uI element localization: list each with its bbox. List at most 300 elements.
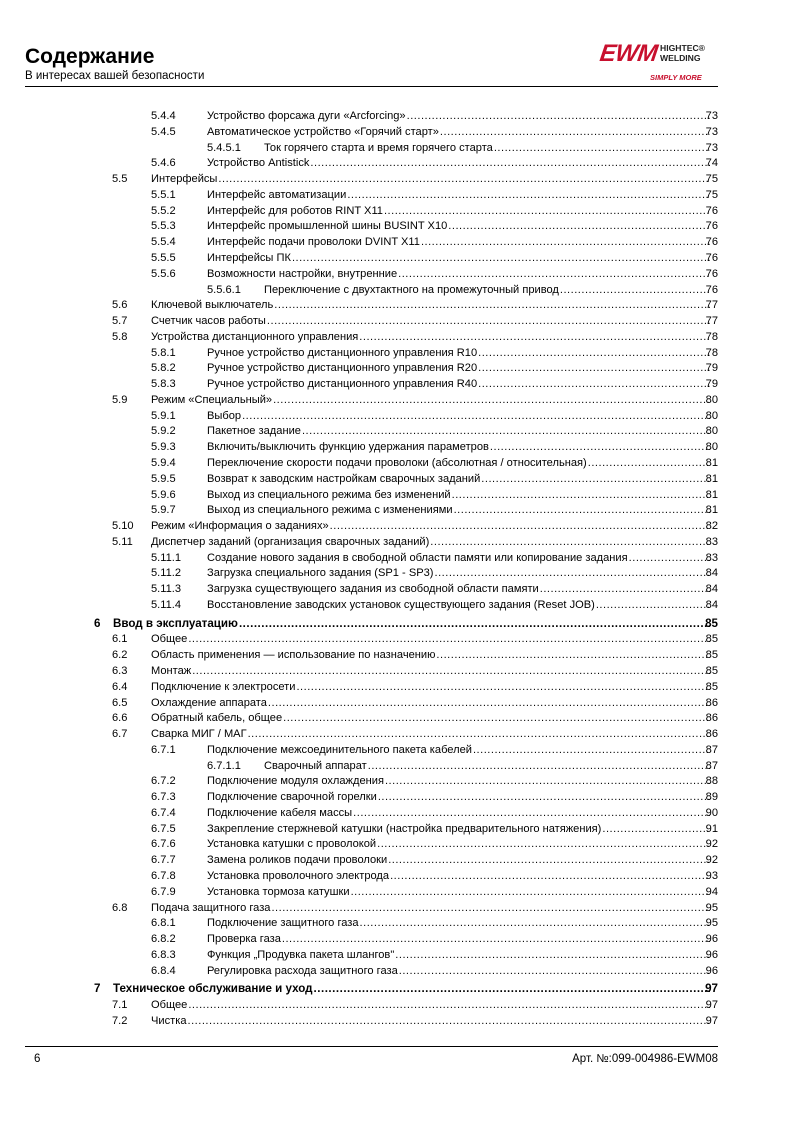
toc-dot-leader <box>360 915 710 931</box>
toc-entry-title[interactable]: Подключение сварочной горелки <box>207 791 377 804</box>
toc-entry-number: 6.2 <box>112 649 128 662</box>
toc-entry-leader <box>151 631 711 647</box>
toc-dot-leader <box>478 345 710 361</box>
toc-dot-leader <box>248 726 710 742</box>
toc-entry[interactable] <box>0 821 793 837</box>
toc-entry-title[interactable]: Обратный кабель, общее <box>151 712 283 725</box>
toc-entry-number: 6.7.5 <box>151 822 176 835</box>
toc-entry-title[interactable]: Интерфейс промышленной шины BUSINT X10 <box>207 220 448 233</box>
toc-entry-page[interactable]: 76 <box>705 204 718 217</box>
toc-dot-leader <box>435 565 711 581</box>
toc-entry[interactable] <box>0 726 793 742</box>
toc-entry-leader <box>207 821 711 837</box>
toc-entry[interactable] <box>0 124 793 140</box>
toc-entry-title[interactable]: Восстановление заводских установок существующего задания (Reset JOB) <box>207 598 595 611</box>
toc-entry-page[interactable]: 73 <box>705 141 718 154</box>
toc-entry-leader <box>207 108 711 124</box>
toc-entry-leader <box>151 297 711 313</box>
toc-entry-page[interactable]: 73 <box>705 110 718 122</box>
toc-entry-title[interactable]: Установка тормоза катушки <box>207 885 350 898</box>
toc-dot-leader <box>395 947 710 963</box>
toc-entry-title[interactable]: Общее <box>151 999 188 1012</box>
toc-entry[interactable] <box>0 852 793 868</box>
toc-entry-title[interactable]: Интерфейс подачи проволоки DVINT X11 <box>207 236 420 249</box>
toc-entry-title[interactable]: Создание нового задания в свободной области памяти или копирование задания <box>207 551 628 564</box>
toc-entry-number: 6.7.9 <box>151 885 176 898</box>
toc-entry-leader <box>207 742 711 758</box>
footer-divider <box>25 1046 718 1047</box>
toc-dot-leader <box>385 773 710 789</box>
toc-entry-page[interactable]: 76 <box>705 220 718 233</box>
toc-entry-number: 5.9.7 <box>151 504 176 517</box>
toc-entry-title[interactable]: Загрузка существующего задания из свободной области памяти <box>207 583 539 596</box>
toc-entry-number: 5.9.4 <box>151 456 176 469</box>
toc-entry[interactable] <box>0 140 793 156</box>
toc-entry[interactable] <box>0 187 793 203</box>
toc-entry[interactable] <box>0 487 793 503</box>
toc-entry-leader <box>151 329 711 345</box>
toc-dot-leader <box>388 852 710 868</box>
toc-entry-number: 5.7 <box>112 315 128 327</box>
toc-entry[interactable] <box>0 581 793 597</box>
toc-entry[interactable] <box>0 565 793 581</box>
toc-entry-number: 6.7 <box>112 728 128 740</box>
toc-entry-leader <box>207 250 711 266</box>
toc-entry[interactable] <box>0 455 793 471</box>
toc-dot-leader <box>384 203 710 219</box>
toc-entry-page[interactable]: 79 <box>705 362 718 375</box>
toc-dot-leader <box>310 155 710 171</box>
toc-entry-title[interactable]: Устройства дистанционного управления <box>151 330 359 343</box>
toc-entry-number: 5.4.6 <box>151 157 176 170</box>
toc-dot-leader <box>296 679 710 695</box>
toc-dot-leader <box>283 710 710 726</box>
toc-entry-leader <box>151 392 711 408</box>
toc-entry-number: 5.4.4 <box>151 110 176 122</box>
toc-dot-leader <box>359 329 710 345</box>
toc-dot-leader <box>267 313 710 329</box>
toc-entry[interactable] <box>0 297 793 313</box>
toc-entry-page[interactable]: 93 <box>705 870 718 882</box>
toc-dot-leader <box>448 218 710 234</box>
toc-entry-number: 5.8.3 <box>151 378 176 391</box>
toc-entry-title[interactable]: Подключение к электросети <box>151 680 296 693</box>
toc-dot-leader <box>481 471 710 487</box>
toc-entry[interactable] <box>0 108 793 124</box>
toc-entry-title[interactable]: Монтаж <box>151 664 192 677</box>
toc-entry-title[interactable]: Переключение скорости подачи проволоки (абсолютная / относительная) <box>207 456 587 469</box>
toc-entry-number: 5.5.1 <box>151 188 176 201</box>
toc-entry-number: 5.11 <box>112 535 133 548</box>
toc-entry-page[interactable]: 97 <box>705 999 718 1012</box>
header-divider <box>25 86 718 87</box>
toc-entry-leader <box>264 140 711 156</box>
toc-entry-number: 6.7.1 <box>151 743 176 756</box>
toc-entry-leader <box>151 710 711 726</box>
toc-entry-number: 5.5.4 <box>151 236 176 249</box>
toc-entry[interactable] <box>0 266 793 282</box>
toc-entry-page[interactable]: 81 <box>705 472 718 485</box>
toc-entry-title[interactable]: Выход из специального режима с изменениями <box>207 504 453 517</box>
toc-dot-leader <box>188 631 710 647</box>
toc-entry-number: 6.5 <box>112 696 128 709</box>
toc-entry-page[interactable]: 83 <box>705 535 718 548</box>
toc-entry-page[interactable]: 75 <box>705 173 718 186</box>
toc-entry-page[interactable]: 80 <box>705 393 718 406</box>
toc-entry-title[interactable]: Интерфейсы <box>151 173 218 186</box>
toc-dot-leader <box>436 647 710 663</box>
toc-entry-title[interactable]: Сварка МИГ / МАГ <box>151 728 247 740</box>
toc-entry[interactable] <box>0 282 793 298</box>
toc-entry-leader <box>207 376 711 392</box>
toc-dot-leader <box>347 187 710 203</box>
toc-entry-number: 5.9.3 <box>151 441 176 454</box>
toc-entry[interactable] <box>0 345 793 361</box>
toc-entry[interactable] <box>0 423 793 439</box>
toc-entry-title[interactable]: Загрузка специального задания (SP1 - SP3) <box>207 567 434 580</box>
toc-entry[interactable] <box>0 329 793 345</box>
toc-entry[interactable] <box>0 616 793 632</box>
toc-dot-leader <box>454 502 710 518</box>
toc-entry-leader <box>207 773 711 789</box>
toc-dot-leader <box>629 550 710 566</box>
toc-dot-leader <box>478 376 710 392</box>
toc-entry[interactable] <box>0 597 793 613</box>
toc-entry-title[interactable]: Техническое обслуживание и уход <box>113 982 313 996</box>
toc-entry-number: 5.5.5 <box>151 251 176 264</box>
toc-entry-page[interactable]: 78 <box>705 346 718 359</box>
toc-entry[interactable] <box>0 1013 793 1029</box>
toc-entry-page[interactable]: 81 <box>705 488 718 501</box>
toc-entry-leader <box>151 518 711 534</box>
toc-entry-title[interactable]: Интерфейс для роботов RINT X11 <box>207 204 383 217</box>
toc-entry-page[interactable]: 76 <box>705 283 718 296</box>
toc-dot-leader <box>274 297 710 313</box>
toc-entry-page[interactable]: 85 <box>705 680 718 693</box>
toc-entry[interactable] <box>0 171 793 187</box>
toc-entry[interactable] <box>0 789 793 805</box>
toc-entry-number: 5.9.2 <box>151 425 176 438</box>
toc-dot-leader <box>271 900 710 916</box>
toc-entry-title[interactable]: Подключение защитного газа <box>207 917 359 930</box>
toc-entry-leader <box>207 550 711 566</box>
toc-entry-page[interactable]: 77 <box>705 299 718 312</box>
toc-entry-title[interactable]: Возврат к заводским настройкам сварочных заданий <box>207 472 481 485</box>
toc-entry-leader <box>151 647 711 663</box>
toc-entry-page[interactable]: 73 <box>705 125 718 138</box>
toc-entry-page[interactable]: 96 <box>705 948 718 961</box>
toc-entry-page[interactable]: 74 <box>705 157 718 170</box>
toc-entry-number: 6.4 <box>112 680 128 693</box>
logo-line2: WELDING <box>660 53 701 63</box>
toc-entry[interactable] <box>0 805 793 821</box>
toc-entry-leader <box>207 471 711 487</box>
footer-page-number: 6 <box>34 1053 41 1065</box>
toc-entry[interactable] <box>0 250 793 266</box>
toc-entry-number: 5.8.2 <box>151 362 176 375</box>
toc-entry-leader <box>151 663 711 679</box>
toc-dot-leader <box>273 392 710 408</box>
toc-entry-page[interactable]: 84 <box>705 583 718 596</box>
toc-entry-leader <box>207 836 711 852</box>
toc-entry-number: 6.1 <box>112 633 128 646</box>
toc-entry[interactable] <box>0 313 793 329</box>
toc-entry[interactable] <box>0 360 793 376</box>
toc-entry-title[interactable]: Область применения — использование по назначению <box>151 649 436 662</box>
toc-entry-page[interactable]: 83 <box>705 551 718 564</box>
toc-entry[interactable] <box>0 915 793 931</box>
toc-entry[interactable] <box>0 773 793 789</box>
toc-entry-page[interactable]: 76 <box>705 267 718 280</box>
toc-dot-leader <box>218 171 710 187</box>
toc-dot-leader <box>440 124 710 140</box>
toc-entry[interactable] <box>0 695 793 711</box>
footer-article-number: Арт. №:099-004986-EWM08 <box>572 1053 718 1065</box>
toc-entry-title[interactable]: Ручное устройство дистанционного управления R10 <box>207 346 478 359</box>
toc-entry-title[interactable]: Выход из специального режима без изменений <box>207 488 451 501</box>
toc-entry[interactable] <box>0 155 793 171</box>
toc-entry-page[interactable]: 81 <box>705 456 718 469</box>
toc-entry-page[interactable]: 80 <box>705 425 718 438</box>
toc-entry-page[interactable]: 76 <box>705 236 718 249</box>
toc-dot-leader <box>398 266 710 282</box>
toc-dot-leader <box>407 108 710 124</box>
toc-entry-title[interactable]: Ручное устройство дистанционного управления R20 <box>207 362 478 375</box>
toc-entry-number: 6.7.3 <box>151 791 176 804</box>
toc-entry-page[interactable]: 85 <box>705 649 718 662</box>
toc-entry-page[interactable]: 89 <box>705 791 718 804</box>
toc-entry-page[interactable]: 80 <box>705 409 718 422</box>
toc-entry[interactable] <box>0 550 793 566</box>
toc-entry-title[interactable]: Интерфейс автоматизации <box>207 188 347 201</box>
toc-entry-leader <box>113 616 711 632</box>
toc-entry-number: 6.3 <box>112 664 128 677</box>
toc-entry-title[interactable]: Выбор <box>207 409 242 422</box>
toc-entry[interactable] <box>0 534 793 550</box>
toc-dot-leader <box>473 742 710 758</box>
toc-entry[interactable] <box>0 234 793 250</box>
toc-entry-number: 5.5.2 <box>151 204 176 217</box>
toc-entry-leader <box>207 947 711 963</box>
toc-entry-leader <box>207 805 711 821</box>
toc-entry-title[interactable]: Возможности настройки, внутренние <box>207 267 398 280</box>
toc-entry-number: 6.8.2 <box>151 933 176 945</box>
toc-entry[interactable] <box>0 408 793 424</box>
toc-entry-page[interactable]: 81 <box>705 504 718 517</box>
toc-entry-page[interactable]: 85 <box>705 633 718 646</box>
toc-entry-number: 5.11.1 <box>151 551 182 564</box>
toc-dot-leader <box>188 997 710 1013</box>
toc-entry-page[interactable]: 85 <box>705 616 718 630</box>
toc-entry-title[interactable]: Диспетчер заданий (организация сварочных заданий) <box>151 535 430 548</box>
toc-entry-leader <box>207 345 711 361</box>
toc-entry-title[interactable]: Устройство форсажа дуги «Arcforcing» <box>207 110 406 122</box>
toc-dot-leader <box>430 534 710 550</box>
toc-entry-page[interactable]: 87 <box>705 743 718 756</box>
toc-entry-page[interactable]: 90 <box>705 806 718 819</box>
toc-entry-title[interactable]: Подключение модуля охлаждения <box>207 775 384 788</box>
toc-entry[interactable] <box>0 931 793 947</box>
toc-entry[interactable] <box>0 663 793 679</box>
toc-entry-page[interactable]: 86 <box>705 696 718 709</box>
toc-entry[interactable] <box>0 742 793 758</box>
toc-entry-title[interactable]: Проверка газа <box>207 933 281 945</box>
toc-entry[interactable] <box>0 997 793 1013</box>
toc-entry[interactable] <box>0 868 793 884</box>
toc-entry-page[interactable]: 87 <box>705 759 718 772</box>
toc-dot-leader <box>378 789 710 805</box>
toc-entry[interactable] <box>0 900 793 916</box>
toc-entry[interactable] <box>0 218 793 234</box>
toc-entry-page[interactable]: 95 <box>705 901 718 914</box>
toc-entry-page[interactable]: 92 <box>705 854 718 867</box>
toc-entry-number: 5.5 <box>112 173 128 186</box>
page-title: Содержание <box>25 45 155 68</box>
toc-entry-leader <box>207 931 711 947</box>
toc-entry-page[interactable]: 97 <box>705 982 718 996</box>
toc-dot-leader <box>490 439 710 455</box>
toc-entry-page[interactable]: 86 <box>705 712 718 725</box>
toc-dot-leader <box>282 931 710 947</box>
toc-entry[interactable] <box>0 376 793 392</box>
toc-entry-page[interactable]: 75 <box>705 188 718 201</box>
toc-entry[interactable] <box>0 631 793 647</box>
toc-entry-page[interactable]: 92 <box>705 838 718 851</box>
toc-entry-number: 6.7.4 <box>151 806 176 819</box>
toc-entry-page[interactable]: 76 <box>705 251 718 264</box>
toc-entry-leader <box>207 234 711 250</box>
toc-entry-page[interactable]: 84 <box>705 598 718 611</box>
toc-entry-page[interactable]: 96 <box>705 964 718 977</box>
toc-entry-page[interactable]: 82 <box>705 520 718 532</box>
toc-entry-page[interactable]: 97 <box>705 1014 718 1027</box>
toc-entry-title[interactable]: Закрепление стержневой катушки (настройка предварительного натяжения) <box>207 822 602 835</box>
toc-entry-number: 5.10 <box>112 520 134 532</box>
toc-entry-title[interactable]: Подача защитного газа <box>151 901 271 914</box>
toc-entry-number: 6.6 <box>112 712 128 725</box>
toc-entry-leader <box>207 124 711 140</box>
toc-entry-leader <box>207 155 711 171</box>
toc-entry-leader <box>207 360 711 376</box>
toc-entry-title[interactable]: Чистка <box>151 1014 187 1027</box>
toc-dot-leader <box>239 616 710 632</box>
toc-entry-page[interactable]: 88 <box>705 775 718 788</box>
toc-entry-page[interactable]: 95 <box>705 917 718 930</box>
logo-slogan: SIMPLY MORE <box>650 73 702 82</box>
toc-entry-title[interactable]: Режим «Специальный» <box>151 393 273 406</box>
toc-entry-leader <box>151 679 711 695</box>
toc-entry-leader <box>151 695 711 711</box>
toc-entry[interactable] <box>0 518 793 534</box>
toc-entry[interactable] <box>0 758 793 774</box>
toc-entry-title[interactable]: Пакетное задание <box>207 425 301 438</box>
toc-entry-page[interactable]: 79 <box>705 378 718 391</box>
toc-entry[interactable] <box>0 471 793 487</box>
toc-entry-title[interactable]: Установка катушки с проволокой <box>207 838 377 851</box>
toc-entry-title[interactable]: Подключение межсоединительного пакета кабелей <box>207 743 472 756</box>
toc-entry[interactable] <box>0 947 793 963</box>
toc-entry-title[interactable]: Ток горячего старта и время горячего старта <box>264 141 493 154</box>
toc-entry-title[interactable]: Автоматическое устройство «Горячий старт» <box>207 125 439 138</box>
toc-entry-title[interactable]: Ввод в эксплуатацию <box>113 616 238 630</box>
page-subtitle: В интересах вашей безопасности <box>25 70 205 82</box>
toc-entry-page[interactable]: 78 <box>705 330 718 343</box>
toc-entry-title[interactable]: Установка проволочного электрода <box>207 870 390 882</box>
toc-dot-leader <box>390 868 710 884</box>
toc-entry-title[interactable]: Включить/выключить функцию удержания параметров <box>207 441 489 454</box>
toc-dot-leader <box>330 518 710 534</box>
toc-entry-page[interactable]: 80 <box>705 441 718 454</box>
toc-dot-leader <box>292 250 710 266</box>
toc-dot-leader <box>494 140 710 156</box>
toc-entry-page[interactable]: 86 <box>705 728 718 740</box>
toc-entry-page[interactable]: 96 <box>705 933 718 945</box>
toc-entry-leader <box>207 868 711 884</box>
toc-entry-page[interactable]: 94 <box>705 885 718 898</box>
toc-entry-title[interactable]: Общее <box>151 633 188 646</box>
toc-entry-leader <box>264 282 711 298</box>
toc-entry-title[interactable]: Замена роликов подачи проволоки <box>207 854 388 867</box>
toc-entry[interactable] <box>0 884 793 900</box>
toc-entry-number: 6.8.3 <box>151 948 176 961</box>
toc-dot-leader <box>478 360 710 376</box>
toc-entry-title[interactable]: Функция „Продувка пакета шлангов" <box>207 948 395 961</box>
toc-entry[interactable] <box>0 439 793 455</box>
toc-entry-number: 6.7.6 <box>151 838 176 851</box>
toc-entry-title[interactable]: Переключение с двухтактного на промежуточный привод <box>264 283 559 296</box>
toc-entry-title[interactable]: Устройство Antistick <box>207 157 310 170</box>
toc-entry-title[interactable]: Счетчик часов работы <box>151 315 266 327</box>
toc-entry-number: 6.7.7 <box>151 854 176 867</box>
toc-entry-page[interactable]: 91 <box>705 822 718 835</box>
toc-dot-leader <box>452 487 710 503</box>
toc-entry-title[interactable]: Ключевой выключатель <box>151 299 274 312</box>
toc-entry[interactable] <box>0 836 793 852</box>
toc-entry[interactable] <box>0 679 793 695</box>
toc-entry-title[interactable]: Охлаждение аппарата <box>151 696 267 709</box>
toc-entry-number: 5.5.6.1 <box>207 283 241 296</box>
toc-entry[interactable] <box>0 392 793 408</box>
logo-tagline <box>660 43 705 63</box>
toc-entry-title[interactable]: Подключение кабеля массы <box>207 806 353 819</box>
toc-entry-title[interactable]: Сварочный аппарат <box>264 759 367 772</box>
toc-dot-leader <box>560 282 710 298</box>
toc-entry-number: 6.7.1.1 <box>207 759 241 772</box>
toc-entry[interactable] <box>0 963 793 979</box>
toc-entry-page[interactable]: 85 <box>705 664 718 677</box>
toc-entry-leader <box>264 758 711 774</box>
toc-dot-leader <box>421 234 710 250</box>
toc-entry-title[interactable]: Интерфейсы ПК <box>207 251 291 264</box>
toc-entry-number: 6.7.2 <box>151 775 176 788</box>
toc-entry[interactable] <box>0 981 793 997</box>
toc-entry-title[interactable]: Режим «Информация о заданиях» <box>151 520 329 532</box>
toc-entry-number: 5.9.6 <box>151 488 176 501</box>
toc-entry-leader <box>151 997 711 1013</box>
toc-entry[interactable] <box>0 647 793 663</box>
toc-entry-page[interactable]: 77 <box>705 315 718 327</box>
toc-entry-page[interactable]: 84 <box>705 567 718 580</box>
toc-entry[interactable] <box>0 710 793 726</box>
toc-entry[interactable] <box>0 502 793 518</box>
toc-dot-leader <box>353 805 710 821</box>
toc-entry-leader <box>207 565 711 581</box>
toc-entry-leader <box>151 171 711 187</box>
toc-entry-title[interactable]: Ручное устройство дистанционного управления R40 <box>207 378 478 391</box>
toc-dot-leader <box>602 821 710 837</box>
toc-entry[interactable] <box>0 203 793 219</box>
toc-entry-title[interactable]: Регулировка расхода защитного газа <box>207 964 398 977</box>
